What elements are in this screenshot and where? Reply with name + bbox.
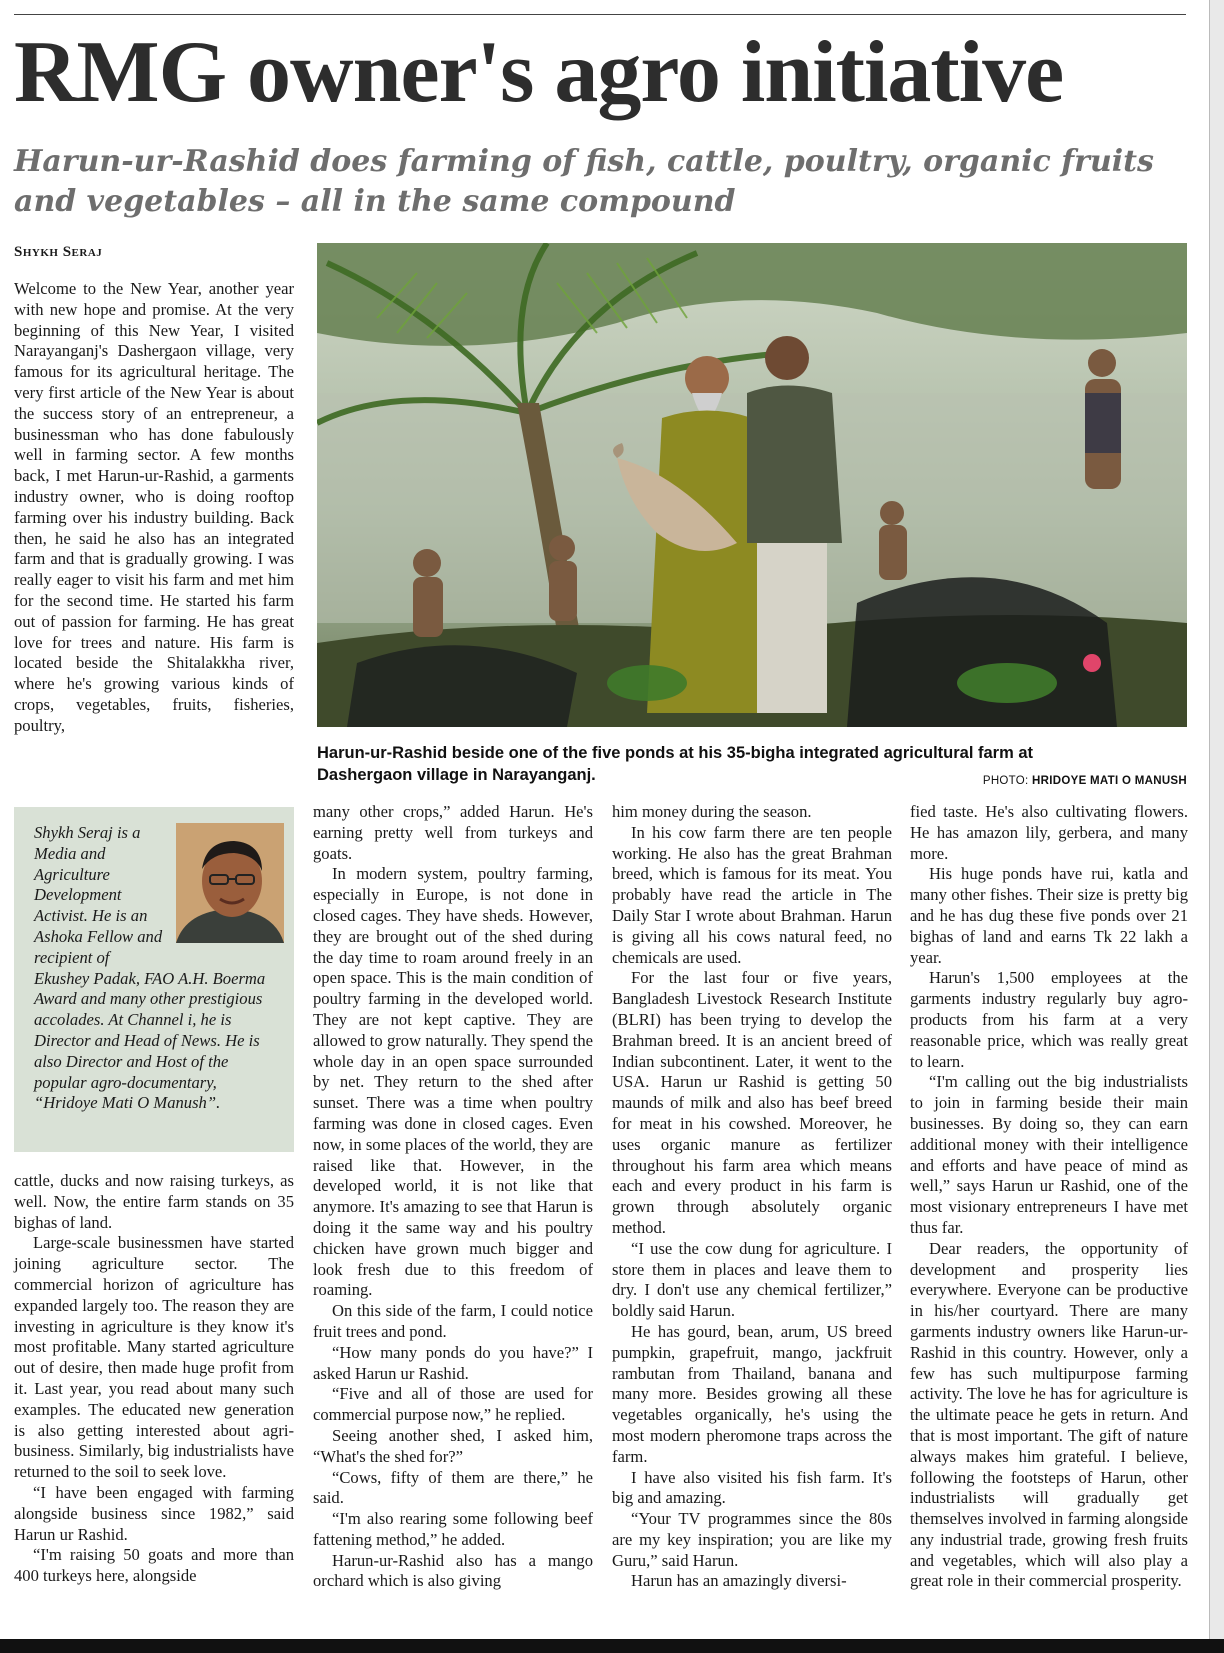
paragraph: “I use the cow dung for agriculture. I store them in places and leave them to dry. I don't use any chemical fertilizer,” boldly said Harun. bbox=[612, 1238, 892, 1321]
headline: RMG owner's agro initiative bbox=[14, 24, 1064, 121]
paragraph: In his cow farm there are ten people working. He also has the great Brahman breed, which is famous for its meat. You probably have read the article in The Daily Star I wrote about Brahman. Harun is giving all his cows natural feed, no chemicals are used. bbox=[612, 822, 892, 967]
subheadline: Harun-ur-Rashid does farming of fish, cattle, poultry, organic fruits and vegetables – all in the same compound bbox=[14, 144, 1154, 219]
paragraph: He has gourd, bean, arum, US breed pumpkin, grapefruit, mango, jackfruit rambutan from Thailand, banana and many more. Besides growing all these vegetables organically, he's using the most modern pheromone traps across the farm. bbox=[612, 1321, 892, 1466]
paragraph: many other crops,” added Harun. He's earning pretty well from turkeys and goats. bbox=[313, 802, 593, 863]
paragraph: I have also visited his fish farm. It's big and amazing. bbox=[612, 1467, 892, 1508]
paragraph: Large-scale businessmen have started joining agriculture sector. The commercial horizon of agriculture has expanded largely too. The reason they are investing in agriculture is they know it's most profitable. Many started agriculture out of desire, then made huge profit from it. Last year, you read about many such examples. The educated new generation is also getting interested about agri-business. Similarly, big industrialists have returned to the soil to seek love. bbox=[14, 1233, 294, 1482]
author-portrait bbox=[176, 823, 284, 943]
top-rule bbox=[14, 14, 1186, 15]
photo-credit-name: HRIDOYE MATI O MANUSH bbox=[1032, 775, 1187, 787]
paragraph: Welcome to the New Year, another year with new hope and promise. At the very beginning of this New Year, I visited Narayanganj's Dashergaon village, very famous for its agricultural heritage. The very first article of the New Year is about the success story of an entrepreneur, a businessman who has done fabulously well in farming sector. A few months back, I met Harun-ur-Rashid, a garments industry owner, who is doing rooftop farming over his industry building. Back then, he said he also has an integrated farm and that is gradually growing. I was really eager to visit his farm and met him for the second time. He started his farm out of passion for farming. He has great love for trees and nature. His farm is located beside the Shitalakkha river, where he's growing various kinds of crops, vegetables, fruits, fisheries, poultry, bbox=[14, 279, 294, 735]
paragraph: “I'm raising 50 goats and more than 400 turkeys here, alongside bbox=[14, 1545, 294, 1586]
paragraph: Harun has an amazingly diversi- bbox=[631, 1571, 847, 1591]
paragraph: Seeing another shed, I asked him, “What's the shed for?” bbox=[313, 1425, 593, 1466]
author-bio-text: Shykh Seraj is a Media and Agriculture Development Activist. He is an Ashoka Fellow and recipient of Ekushey Padak, FAO A.H. Boerma Award and many other prestigious accolades. At Channel i, he is Director and Head of News. He is also Director and Host of the popular agro-documentary, “Hridoye Mati O Manush”. bbox=[34, 823, 266, 1113]
author-avatar bbox=[176, 823, 284, 943]
paragraph: Harun-ur-Rashid also has a mango orchard which is also giving bbox=[313, 1550, 593, 1591]
paragraph: In modern system, poultry farming, especially in Europe, is not done in closed cages. They have sheds. However, they are brought out of the shed during the day time to roam around freely in an open space. This is the main condition of poultry farming in the developed world. They are not kept captive. They are allowed to grow naturally. They spend the whole day in an open space surrounded by net. They return to the shed after sunset. There was a time when poultry farming was done in closed cages. Even now, in some places of the world, they are raised like that. However, in the developed world, it is not like that anymore. It's amazing to see that Harun is doing it the same way and his poultry chicken have grown much bigger and look fresh due to this freedom of roaming. bbox=[313, 864, 594, 1300]
photo-caption: Harun-ur-Rashid beside one of the five ponds at his 35-bigha integrated agricultural farm at Dashergaon village in Narayanganj. bbox=[317, 744, 1034, 784]
article-column-3 bbox=[612, 802, 892, 1592]
paragraph: His huge ponds have rui, katla and many other fishes. Their size is pretty big and he has dug these five ponds over 21 bighas of land and earns Tk 22 lakh a year. bbox=[910, 864, 1188, 967]
paragraph: “I'm also rearing some following beef fattening method,” he added. bbox=[313, 1509, 593, 1549]
article-column-1-bottom bbox=[14, 1171, 294, 1587]
photo-credit-label: PHOTO: bbox=[982, 775, 1029, 787]
page-edge bbox=[1209, 0, 1224, 1653]
paragraph: Harun's 1,500 employees at the garments industry regularly buy agro-products from his farm at a very reasonable price, which was really great to learn. bbox=[910, 968, 1188, 1071]
paragraph: “How many ponds do you have?” I asked Harun ur Rashid. bbox=[313, 1342, 593, 1383]
photo-illustration bbox=[317, 243, 1187, 727]
paragraph: For the last four or five years, Bangladesh Livestock Research Institute (BLRI) has been trying to develop the Brahman breed. It is an ancient breed of Indian subcontinent. Later, it went to the USA. Harun ur Rashid is getting 50 maunds of milk and also has beef breed for meat in his cowshed. Moreover, he uses organic manure as fertilizer throughout his farm area which means each and every product in his farm is grown through absolutely organic method. bbox=[612, 968, 892, 1237]
paragraph: cattle, ducks and now raising turkeys, as well. Now, the entire farm stands on 35 bighas of land. bbox=[14, 1171, 294, 1232]
bottom-bar bbox=[0, 1639, 1224, 1653]
article-column-4 bbox=[910, 802, 1188, 1592]
paragraph: fied taste. He's also cultivating flowers. He has amazon lily, gerbera, and many more. bbox=[910, 802, 1188, 863]
author-bio-box bbox=[14, 807, 294, 1152]
article-photo bbox=[317, 243, 1187, 727]
byline: Shykh Seraj bbox=[14, 244, 103, 260]
photo-credit bbox=[955, 775, 1187, 787]
paragraph: him money during the season. bbox=[612, 802, 812, 821]
paragraph: “I have been engaged with farming alongside business since 1982,” said Harun ur Rashid. bbox=[14, 1482, 294, 1544]
paragraph: “I'm calling out the big industrialists to join in farming beside their main businesses. By doing so, they can earn additional money with their intelligence and efforts and have peace of mind as well,” says Harun ur Rashid, one of the most visionary entrepreneurs I have met thus far. bbox=[910, 1072, 1188, 1237]
paragraph: “Five and all of those are used for commercial purpose now,” he replied. bbox=[313, 1384, 593, 1425]
paragraph: Dear readers, the opportunity of development and prosperity lies everywhere. Everyone can be productive in his/her courtyard. There are many garments industry owners like Harun-ur-Rashid in this country. However, only a few has such multipurpose farming activity. The love he has for agriculture is the ultimate peace he gets in return. And that is most important. The gift of nature always makes him grateful. I believe, following the footsteps of Harun, other industrialists will gradually get themselves involved in farming alongside any industrial trade, growing fresh fruits and vegetables, which will also play a great role in their commercial prosperity. bbox=[910, 1238, 1188, 1591]
paragraph: On this side of the farm, I could notice fruit trees and pond. bbox=[313, 1301, 593, 1341]
article-column-1-top bbox=[14, 279, 294, 737]
paragraph: “Your TV programmes since the 80s are my key inspiration; you are like my Guru,” said Harun. bbox=[612, 1509, 892, 1570]
paragraph: “Cows, fifty of them are there,” he said. bbox=[313, 1467, 593, 1508]
article-column-2 bbox=[313, 802, 593, 1592]
